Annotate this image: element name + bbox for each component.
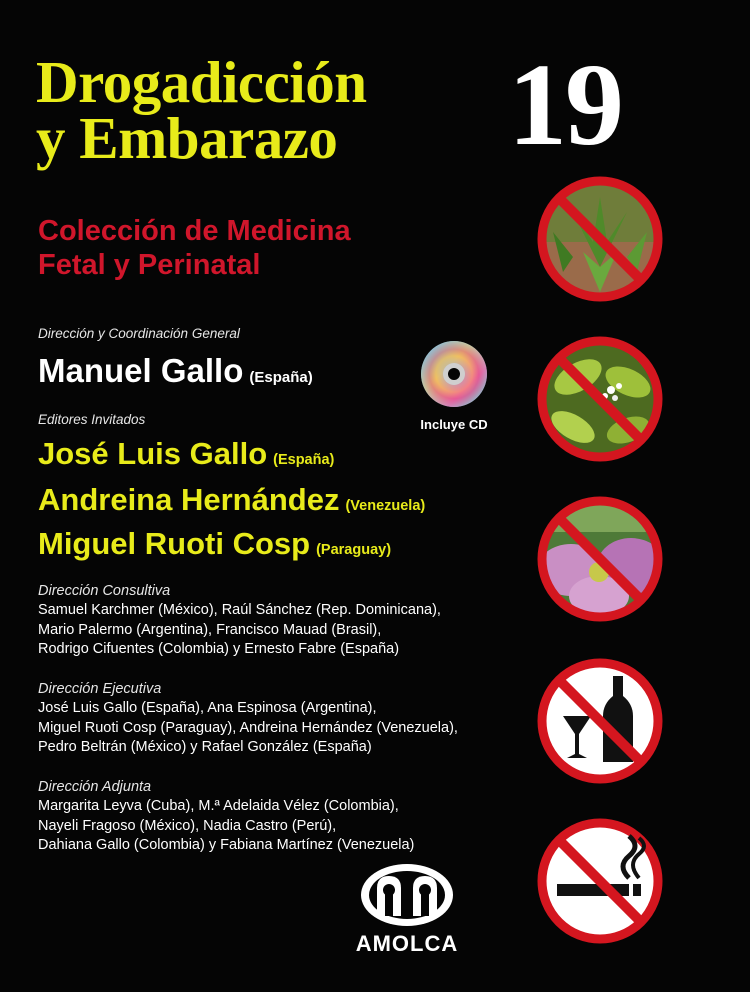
section-heading: Dirección Adjunta [38,779,152,795]
collection-line-2: Fetal y Perinatal [38,249,261,281]
section-line: Rodrigo Cifuentes (Colombia) y Ernesto Fabre (España) [38,641,400,657]
section-adjunta [38,778,518,856]
volume-number: 19 [508,39,622,170]
editor-country: (Venezuela) [345,498,426,514]
editors-label: Editores Invitados [38,412,146,427]
section-heading: Dirección Ejecutiva [38,681,162,697]
editor-country: (España) [273,452,335,468]
no-coca-plant-icon [533,332,667,466]
publisher-name: AMOLCA [355,931,459,956]
direction-label: Dirección y Coordinación General [38,326,240,341]
section-line: José Luis Gallo (España), Ana Espinosa (Argentina), [38,700,377,716]
section-line: Mario Palermo (Argentina), Francisco Mauad (Brasil), [38,621,382,638]
title-line-2: y Embarazo [36,105,338,171]
section-line: Nayeli Fragoso (México), Nadia Castro (Perú), [38,817,337,834]
publisher-logo [344,862,470,957]
section-line: Pedro Beltrán (México) y Rafael González (España) [38,739,372,755]
cd-badge [418,340,490,432]
editor-3 [38,526,391,562]
section-line: Margarita Leyva (Cuba), M.ª Adelaida Vélez (Colombia), [38,798,399,814]
director-country: (España) [249,369,313,386]
no-cannabis-icon [533,172,667,306]
section-heading: Dirección Consultiva [38,583,171,599]
collection-line-1: Colección de Medicina [38,215,351,247]
book-title [36,49,466,171]
amolca-logo-icon [359,862,455,928]
editor-2 [38,482,425,518]
section-line: Dahiana Gallo (Colombia) y Fabiana Martínez (Venezuela) [38,837,415,853]
editor-1 [38,436,334,472]
editor-name: Andreina Hernández [38,482,340,517]
section-line: Samuel Karchmer (México), Raúl Sánchez (Rep. Dominicana), [38,602,441,618]
section-line: Miguel Ruoti Cosp (Paraguay), Andreina Hernández (Venezuela), [38,719,458,736]
no-opium-poppy-icon [533,492,667,626]
cd-icon [420,340,488,408]
director [38,352,313,390]
editor-name: José Luis Gallo [38,436,268,471]
section-consultiva [38,582,518,660]
section-ejecutiva [38,680,518,758]
editor-name: Miguel Ruoti Cosp [38,526,311,561]
title-line-1: Drogadicción [36,49,367,115]
editor-country: (Paraguay) [316,542,392,558]
director-name: Manuel Gallo [38,352,244,389]
no-smoking-icon [533,814,667,948]
no-alcohol-icon [533,654,667,788]
cd-label: Incluye CD [420,417,488,432]
collection-name [38,214,351,282]
